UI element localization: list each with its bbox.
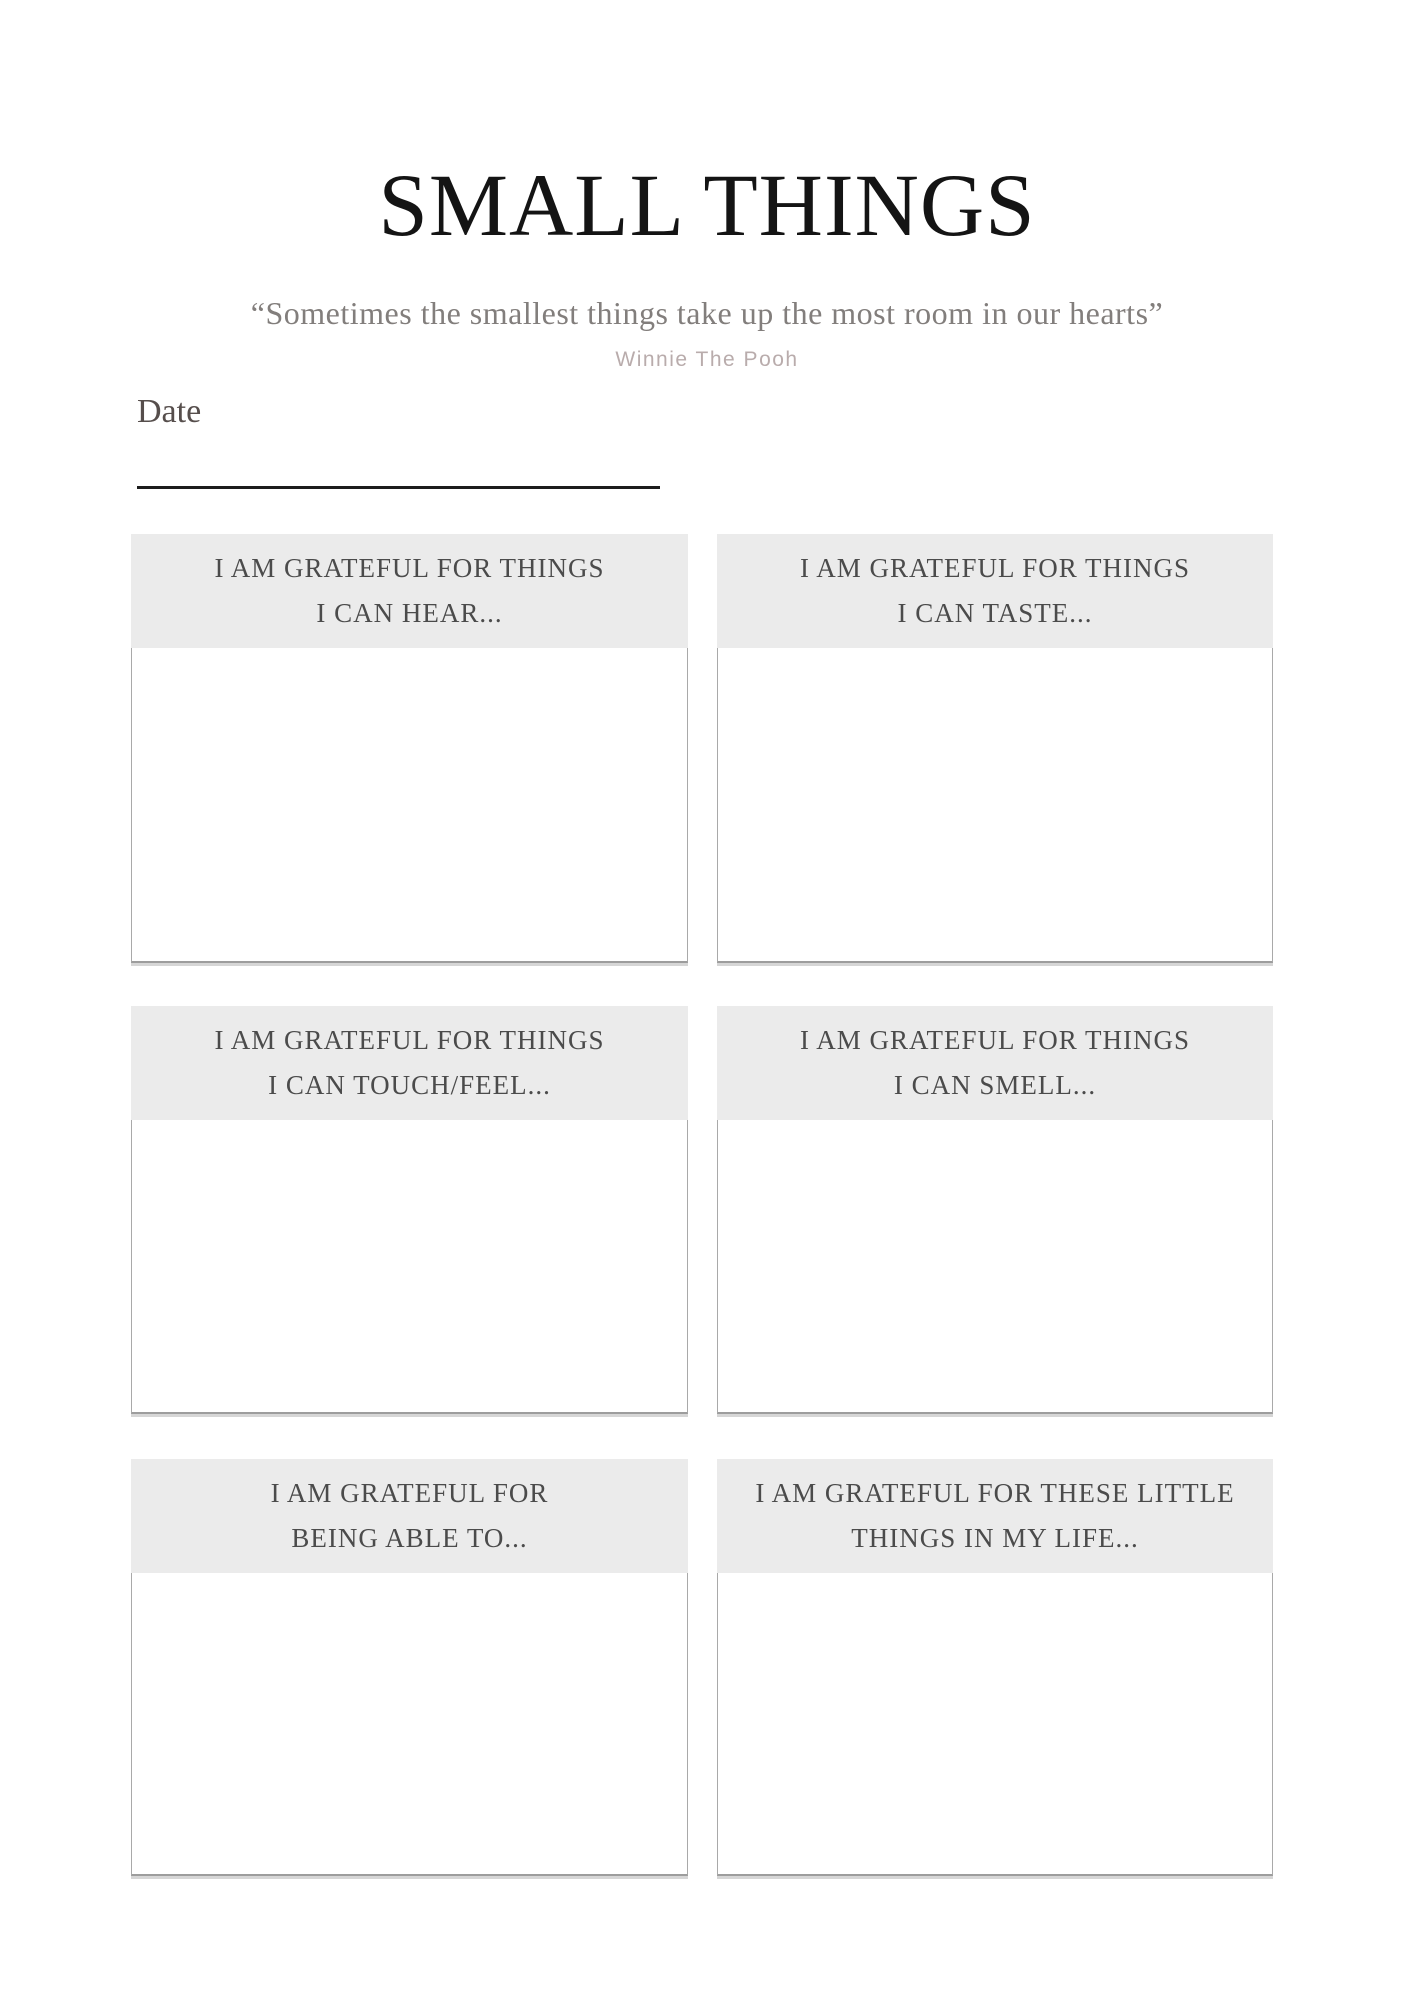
card-title-line2: I CAN TASTE... — [897, 598, 1093, 628]
writing-area-being-able-to[interactable] — [131, 1573, 688, 1876]
card-title-line2: I CAN HEAR... — [316, 598, 503, 628]
gratitude-card-hear — [131, 534, 688, 963]
gratitude-card-taste — [717, 534, 1273, 963]
date-input-line[interactable] — [137, 486, 660, 489]
gratitude-card-little-things — [717, 1459, 1273, 1876]
card-title-line1: I AM GRATEFUL FOR THESE LITTLE — [755, 1478, 1235, 1508]
writing-area-taste[interactable] — [717, 648, 1273, 963]
card-header — [131, 534, 688, 648]
writing-area-little-things[interactable] — [717, 1573, 1273, 1876]
card-title-line1: I AM GRATEFUL FOR THINGS — [214, 1025, 605, 1055]
card-title-line2: THINGS IN MY LIFE... — [851, 1523, 1139, 1553]
card-header — [717, 1006, 1273, 1120]
card-title-line2: I CAN TOUCH/FEEL... — [268, 1070, 551, 1100]
gratitude-card-smell — [717, 1006, 1273, 1414]
date-label: Date — [137, 393, 202, 430]
gratitude-card-being-able-to — [131, 1459, 688, 1876]
card-title-line1: I AM GRATEFUL FOR THINGS — [214, 553, 605, 583]
quote-author: Winnie The Pooh — [615, 348, 799, 371]
page-title: SMALL THINGS — [378, 156, 1036, 255]
card-header — [131, 1006, 688, 1120]
writing-area-smell[interactable] — [717, 1120, 1273, 1414]
card-title-line2: BEING ABLE TO... — [291, 1523, 528, 1553]
card-header — [717, 1459, 1273, 1573]
card-title-line2: I CAN SMELL... — [893, 1070, 1097, 1100]
card-header — [131, 1459, 688, 1573]
gratitude-card-touch-feel — [131, 1006, 688, 1414]
card-title-line1: I AM GRATEFUL FOR — [270, 1478, 549, 1508]
card-title-line1: I AM GRATEFUL FOR THINGS — [799, 553, 1191, 583]
card-title-line1: I AM GRATEFUL FOR THINGS — [799, 1025, 1191, 1055]
writing-area-touch-feel[interactable] — [131, 1120, 688, 1414]
card-header — [717, 534, 1273, 648]
quote-text: “Sometimes the smallest things take up the most room in our hearts” — [250, 295, 1164, 331]
writing-area-hear[interactable] — [131, 648, 688, 963]
